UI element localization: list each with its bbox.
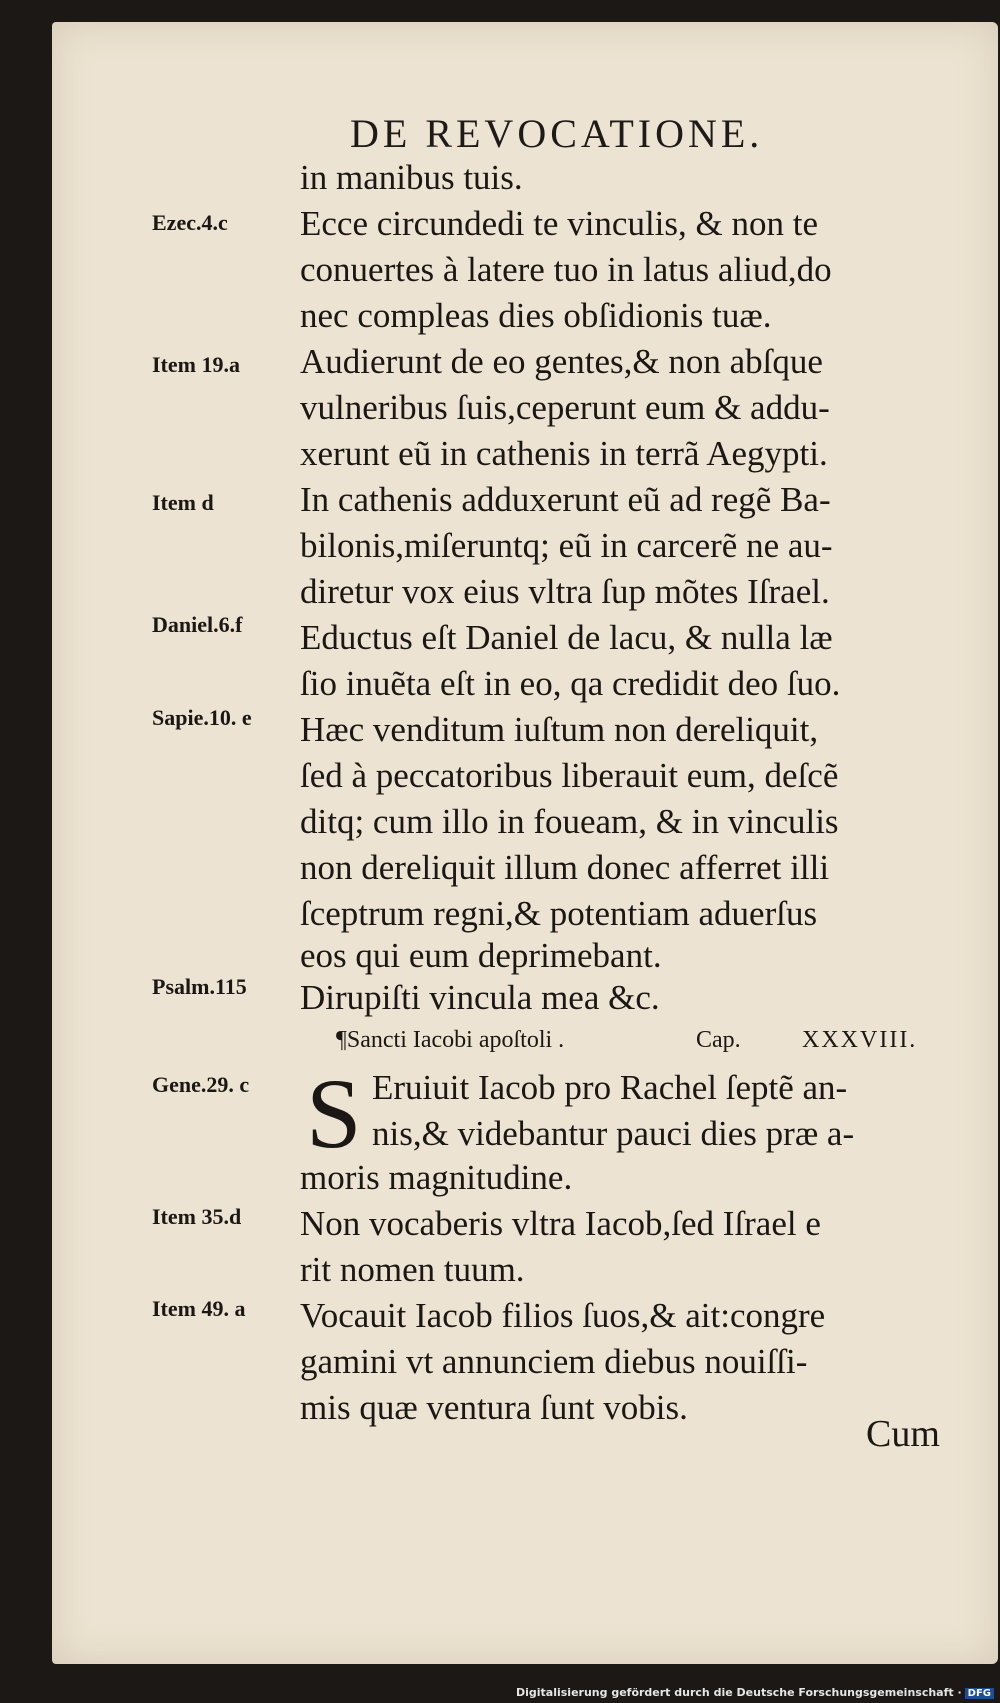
drop-cap: S: [306, 1058, 362, 1169]
text-line: diretur vox eius vltra ſup mõtes Iſrael.: [300, 572, 830, 611]
text-line: nis,& videbantur pauci dies præ a‑: [372, 1114, 855, 1153]
text-line: Hæc venditum iuſtum non dereliquit,: [300, 710, 819, 749]
text-line: Eductus eſt Daniel de lacu, & nulla læ: [300, 618, 833, 657]
marginal-note: Item 49. a: [152, 1296, 246, 1321]
running-head: DE REVOCATIONE.: [350, 111, 764, 156]
text-line: gamini vt annunciem diebus nouiſſi‑: [300, 1342, 808, 1381]
text-line: ditq; cum illo in foueam, & in vinculis: [300, 802, 839, 841]
footer-text: Digitalisierung gefördert durch die Deutsche Forschungsgemeinschaft ·: [515, 1686, 962, 1699]
text-line: Dirupiſti vincula mea &c.: [300, 978, 660, 1017]
text-line: in manibus tuis.: [300, 158, 523, 197]
text-line: xerunt eũ in cathenis in terrã Aegypti.: [300, 434, 828, 473]
digitization-footer: [516, 1686, 994, 1699]
text-line: In cathenis adduxerunt eũ ad regẽ Ba‑: [300, 480, 831, 519]
marginal-note: Item d: [152, 490, 214, 515]
text-line: ſed à peccatoribus liberauit eum, deſcẽ: [300, 756, 839, 795]
marginal-note: Ezec.4.c: [152, 210, 228, 235]
dfg-logo: DFG: [965, 1688, 994, 1699]
marginal-note: Item 19.a: [152, 352, 240, 377]
text-line: Eruiuit Iacob pro Rachel ſeptẽ an‑: [372, 1068, 848, 1107]
marginal-note: Gene.29. c: [152, 1072, 250, 1097]
chapter-heading: [336, 1027, 918, 1054]
marginal-note: Psalm.115: [152, 974, 247, 999]
chapter-title: ¶Sancti Iacobi apoſtoli .: [336, 1027, 565, 1053]
marginal-note: Daniel.6.f: [152, 612, 243, 637]
marginal-note: Sapie.10. e: [152, 705, 252, 730]
text-line: rit nomen tuum.: [300, 1250, 525, 1289]
catchword: Cum: [866, 1413, 940, 1455]
text-line: Audierunt de eo gentes,& non abſque: [300, 342, 823, 381]
text-line: nec compleas dies obſidionis tuæ.: [300, 296, 772, 335]
marginal-note: Item 35.d: [152, 1204, 242, 1229]
text-line: conuertes à latere tuo in latus aliud,do: [300, 250, 832, 289]
text-line: Ecce circundedi te vinculis, & non te: [300, 204, 819, 243]
text-line: mis quæ ventura ſunt vobis.: [300, 1388, 688, 1427]
text-line: non dereliquit illum donec afferret illi: [300, 848, 830, 887]
text-line: eos qui eum deprimebant.: [300, 936, 662, 975]
chapter-number: XXXVIII.: [802, 1027, 918, 1053]
text-line: Non vocaberis vltra Iacob,ſed Iſrael e: [300, 1204, 821, 1243]
text-line: ſio inuẽta eſt in eo, qa credidit deo ſuo.: [300, 664, 841, 703]
text-line: ſceptrum regni,& potentiam aduerſus: [300, 894, 818, 933]
chapter-label: Cap.: [696, 1027, 741, 1053]
text-line: bilonis,miſeruntq; eũ in carcerẽ ne au‑: [300, 526, 833, 565]
text-line: moris magnitudine.: [300, 1158, 573, 1197]
text-line: vulneribus ſuis,ceperunt eum & addu‑: [300, 388, 830, 427]
text-line: Vocauit Iacob filios ſuos,& ait:congre: [300, 1296, 826, 1335]
